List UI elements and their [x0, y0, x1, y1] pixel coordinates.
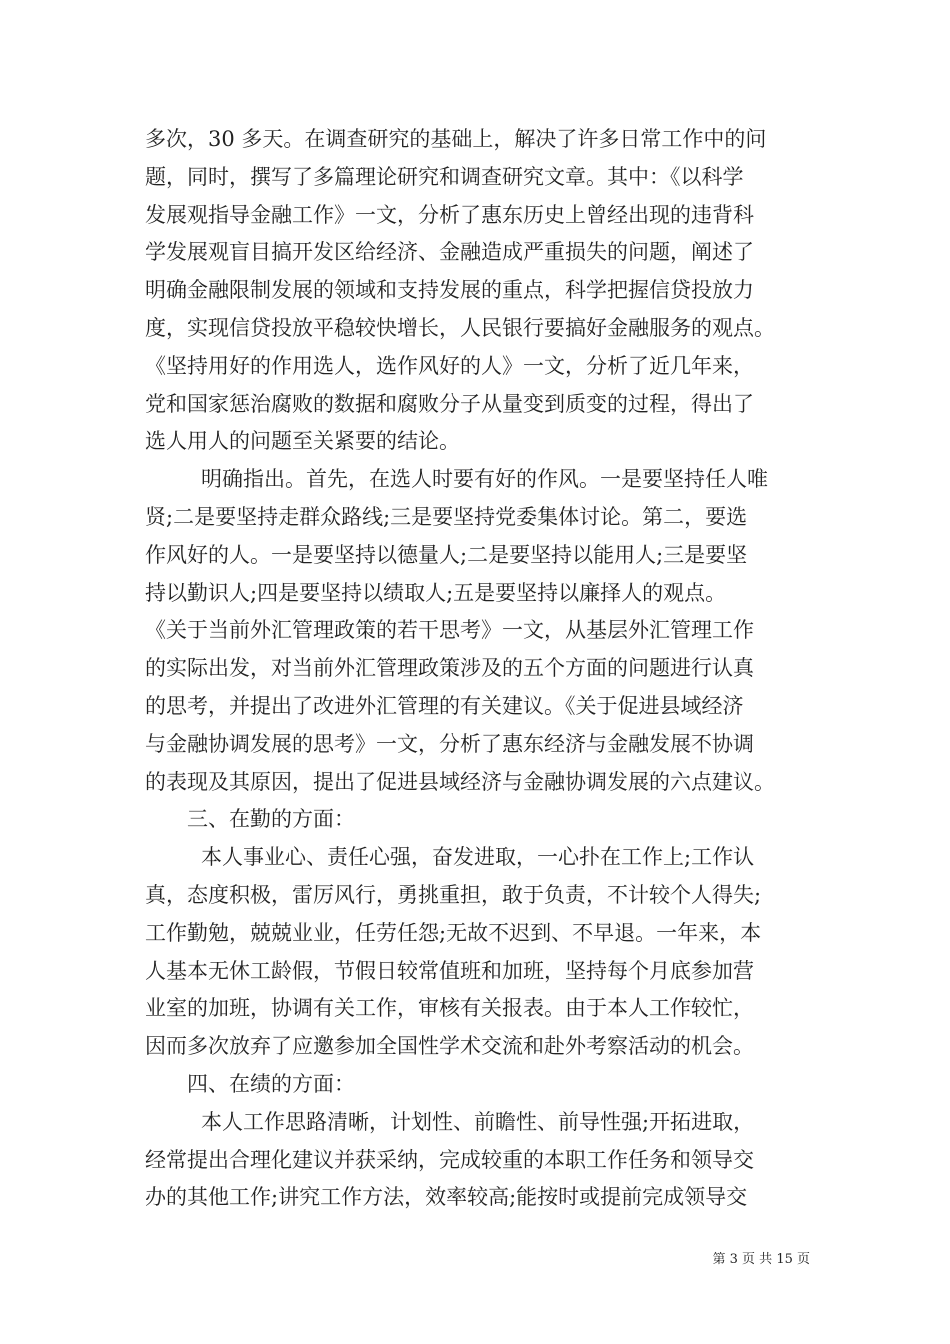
line-text: 经常提出合理化建议并获采纳，完成较重的本职工作任务和领导交: [145, 1147, 754, 1172]
heading-text: 四、在绩的方面：: [187, 1071, 355, 1096]
line-text: 《坚持用好的作用选人，选作风好的人》一文，分析了近几年来，: [145, 353, 754, 378]
line-text: 本人事业心、责任心强，奋发进取，一心扑在工作上;工作认: [201, 845, 755, 870]
line-text: 作风好的人。一是要坚持以德量人;二是要坚持以能用人;三是要坚: [145, 542, 748, 567]
line-text: 题，同时，撰写了多篇理论研究和调查研究文章。其中：《以科学: [145, 164, 744, 189]
text-line: [145, 197, 805, 235]
paragraph-start-line: [145, 839, 805, 877]
text-line: [145, 499, 805, 537]
text-line: [145, 537, 805, 575]
line-text: 的思考，并提出了改进外汇管理的有关建议。《关于促进县域经济: [145, 693, 744, 718]
line-text: 选人用人的问题至关紧要的结论。: [145, 429, 460, 454]
line-text: 因而多次放弃了应邀参加全国性学术交流和赴外考察活动的机会。: [145, 1034, 754, 1059]
text-line: [145, 726, 805, 764]
text-line: [145, 1179, 805, 1217]
text-line: [145, 612, 805, 650]
text-line: [145, 272, 805, 310]
line-text: 本人工作思路清晰，计划性、前瞻性、前导性强;开拓进取，: [201, 1109, 755, 1134]
text-line: [145, 1142, 805, 1180]
text-line: [145, 423, 805, 461]
line-text: 的实际出发，对当前外汇管理政策涉及的五个方面的问题进行认真: [145, 656, 754, 681]
section-heading-diligence: [145, 801, 805, 839]
paragraph-start-line: [145, 461, 805, 499]
text-line: [145, 877, 805, 915]
line-text: 贤;二是要坚持走群众路线;三是要坚持党委集体讨论。第二，要选: [145, 504, 748, 529]
text-line: [145, 650, 805, 688]
line-text: 发展观指导金融工作》一文，分析了惠东历史上曾经出现的违背科: [145, 202, 754, 227]
line-text: 业室的加班，协调有关工作，审核有关报表。由于本人工作较忙，: [145, 996, 754, 1021]
line-text: 度，实现信贷投放平稳较快增长，人民银行要搞好金融服务的观点。: [145, 315, 775, 340]
text-line: [145, 159, 805, 197]
line-text: 真，态度积极，雷厉风行，勇挑重担，敢于负责，不计较个人得失;: [145, 882, 762, 907]
text-line: [145, 121, 805, 159]
heading-text: 三、在勤的方面：: [187, 807, 355, 832]
text-line: [145, 915, 805, 953]
text-line: [145, 953, 805, 991]
text-line: [145, 764, 805, 802]
line-text: 持以勤识人;四是要坚持以绩取人;五是要坚持以廉择人的观点。: [145, 580, 727, 605]
line-text: 与金融协调发展的思考》一文，分析了惠东经济与金融发展不协调: [145, 731, 754, 756]
paragraph-start-line: [145, 1104, 805, 1142]
line-text: 党和国家惩治腐败的数据和腐败分子从量变到质变的过程，得出了: [145, 391, 754, 416]
text-line: [145, 688, 805, 726]
text-line: [145, 310, 805, 348]
line-text: 的表现及其原因，提出了促进县域经济与金融协调发展的六点建议。: [145, 769, 775, 794]
text-line: [145, 1028, 805, 1066]
text-line: [145, 348, 805, 386]
body-text: [145, 121, 805, 1217]
page-number: 第 3 页 共 15 页: [712, 1252, 810, 1267]
text-line: [145, 234, 805, 272]
text-line: [145, 386, 805, 424]
line-text: 多次，30 多天。在调查研究的基础上，解决了许多日常工作中的问: [145, 127, 767, 151]
text-line: [145, 990, 805, 1028]
line-text: 办的其他工作;讲究工作方法，效率较高;能按时或提前完成领导交: [145, 1185, 748, 1210]
line-text: 人基本无休工龄假，节假日较常值班和加班，坚持每个月底参加营: [145, 958, 754, 983]
line-text: 《关于当前外汇管理政策的若干思考》一文，从基层外汇管理工作: [145, 618, 754, 643]
line-text: 明确金融限制发展的领域和支持发展的重点，科学把握信贷投放力: [145, 278, 754, 303]
line-text: 学发展观盲目搞开发区给经济、金融造成严重损失的问题，阐述了: [145, 240, 754, 265]
line-text: 工作勤勉，兢兢业业，任劳任怨;无故不迟到、不早退。一年来，本: [145, 920, 762, 945]
text-line: [145, 575, 805, 613]
line-text: 明确指出。首先，在选人时要有好的作风。一是要坚持任人唯: [201, 467, 768, 492]
section-heading-performance: [145, 1066, 805, 1104]
